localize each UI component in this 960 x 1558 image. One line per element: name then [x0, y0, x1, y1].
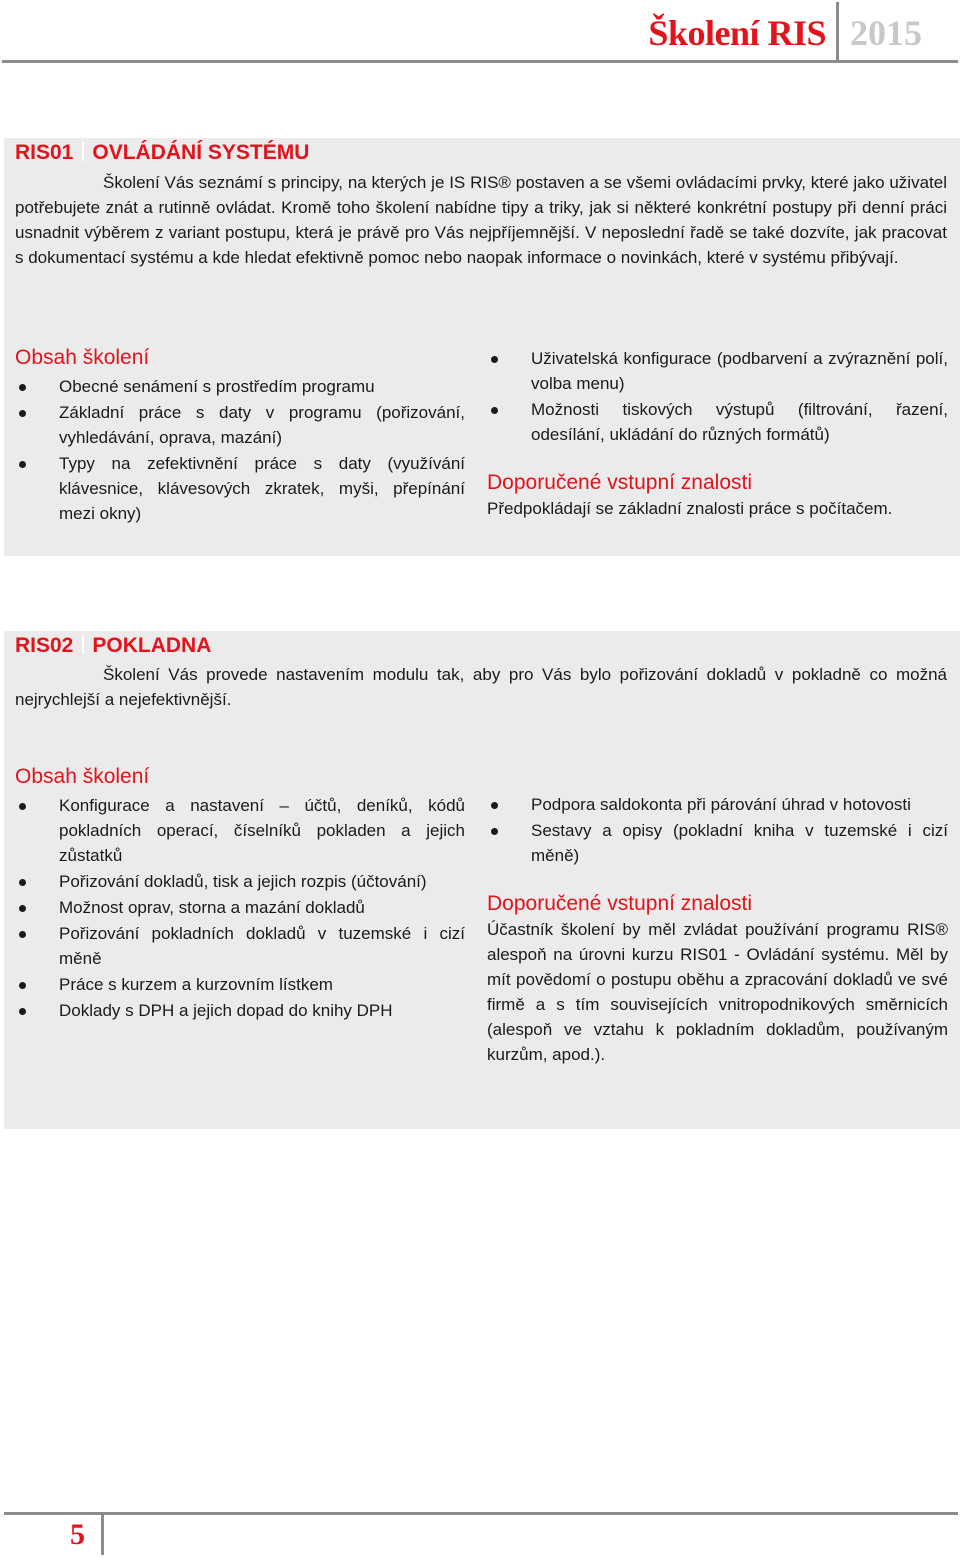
knowledge-text: Účastník školení by měl zvládat používání programu RIS® alespoň na úrovni kurzu RIS01 - Ovládání systému. Měl by mít povědomí o postupu oběhu a zpracování dokladů ve své firmě a s tím souvisejících vnitropodnikových směrnicích (alespoň ve vztahu k pokladním dokladům, používaným kurzům, apod.).	[487, 920, 948, 1064]
bullet-icon	[491, 356, 498, 363]
course-intro: Školení Vás provede nastavením modulu tak, aby pro Vás bylo pořizování dokladů v pokladně co možná nejrychlejší a nejefektivnější.	[15, 665, 947, 709]
course-heading	[15, 634, 211, 658]
bullet-icon	[491, 407, 498, 414]
bullet-icon	[19, 1008, 26, 1015]
list-item: Uživatelská konfigurace (podbarvení a zvýraznění polí, volba menu)	[487, 346, 948, 396]
heading-separator	[82, 635, 84, 654]
header-rule	[2, 60, 958, 63]
course-heading	[15, 141, 309, 165]
knowledge-section	[487, 890, 948, 1067]
list-item: Typy na zefektivnění práce s daty (využívání klávesnice, klávesových zkratek, myši, přepínání mezi okny)	[15, 451, 465, 526]
list-item: Obecné senámení s prostředím programu	[15, 374, 465, 399]
footer-divider	[101, 1515, 104, 1555]
content-title: Obsah školení	[15, 765, 150, 788]
course-name: POKLADNA	[92, 634, 212, 657]
header-divider	[836, 2, 839, 60]
content-list-right	[487, 346, 948, 447]
bullet-icon	[19, 461, 26, 468]
list-item: Doklady s DPH a jejich dopad do knihy DPH	[15, 998, 465, 1023]
bullet-icon	[19, 384, 26, 391]
content-list-left	[15, 793, 465, 1023]
heading-separator	[82, 142, 84, 161]
knowledge-section	[487, 469, 948, 521]
course-intro: Školení Vás seznámí s principy, na kterých je IS RIS® postaven a se všemi ovládacími prvky, které jako uživatel potřebujete znát a rutinně ovládat. Kromě toho školení nabídne tipy a triky, jak si některé konkrétní postupy při denní práci usnadnit výběrem z variant postupu, která je právě pro Vás nejpříjemnější. V neposlední řadě se také dozvíte, jak pracovat s dokumentací systému a kde hledat efektivně pomoc nebo naopak informace o novinkách, které v systému přibývají.	[15, 173, 947, 267]
list-item: Pořizování pokladních dokladů v tuzemské i cizí měně	[15, 921, 465, 971]
header-year: 2015	[850, 13, 922, 53]
list-item: Podpora saldokonta při párování úhrad v hotovosti	[487, 792, 948, 817]
bullet-icon	[19, 982, 26, 989]
knowledge-title: Doporučené vstupní znalosti	[487, 892, 752, 915]
bullet-icon	[19, 931, 26, 938]
page-header	[0, 0, 960, 62]
knowledge-title: Doporučené vstupní znalosti	[487, 471, 752, 494]
content-column-right	[487, 792, 948, 1067]
course-code: RIS02	[15, 634, 74, 657]
content-column-right	[487, 346, 948, 521]
content-title: Obsah školení	[15, 346, 150, 369]
list-item: Práce s kurzem a kurzovním lístkem	[15, 972, 465, 997]
list-item: Možnosti tiskových výstupů (filtrování, řazení, odesílání, ukládání do různých formátů)	[487, 397, 948, 447]
footer-rule	[4, 1512, 958, 1515]
content-column-left	[15, 344, 465, 527]
bullet-icon	[491, 802, 498, 809]
course-code: RIS01	[15, 141, 74, 164]
list-item: Pořizování dokladů, tisk a jejich rozpis (účtování)	[15, 869, 465, 894]
course-block-ris02	[4, 631, 960, 1129]
course-name: OVLÁDÁNÍ SYSTÉMU	[92, 141, 310, 164]
bullet-icon	[19, 803, 26, 810]
course-block-ris01	[4, 138, 960, 556]
bullet-icon	[19, 410, 26, 417]
content-list-left	[15, 374, 465, 526]
content-column-left	[15, 763, 465, 1024]
list-item: Základní práce s daty v programu (pořizování, vyhledávání, oprava, mazání)	[15, 400, 465, 450]
list-item: Sestavy a opisy (pokladní kniha v tuzemské i cizí měně)	[487, 818, 948, 868]
list-item: Konfigurace a nastavení – účtů, deníků, kódů pokladních operací, číselníků pokladen a jejich zůstatků	[15, 793, 465, 868]
bullet-icon	[19, 905, 26, 912]
knowledge-text: Předpokládají se základní znalosti práce s počítačem.	[487, 499, 893, 518]
page-number: 5	[70, 1518, 85, 1551]
header-title: Školení RIS	[648, 13, 826, 53]
content-list-right	[487, 792, 948, 868]
bullet-icon	[491, 828, 498, 835]
bullet-icon	[19, 879, 26, 886]
list-item: Možnost oprav, storna a mazání dokladů	[15, 895, 465, 920]
